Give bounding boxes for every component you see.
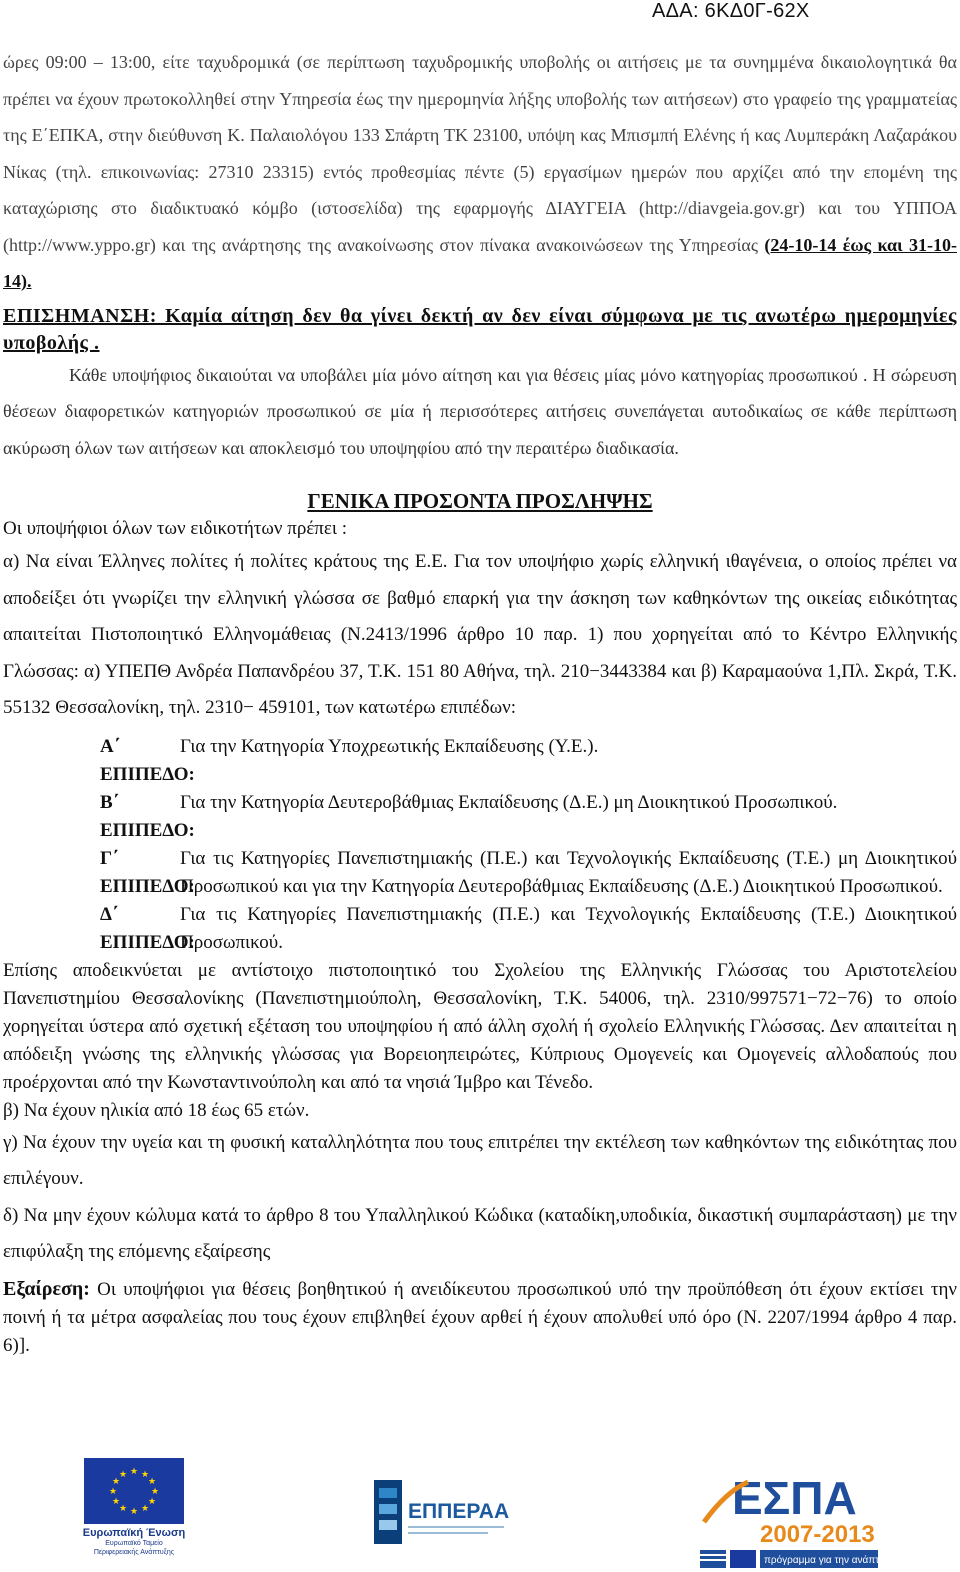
level-label: Δ΄ ΕΠΙΠΕΔΟ:: [100, 903, 195, 953]
section-heading: ΓΕΝΙΚΑ ΠΡΟΣΟΝΤΑ ΠΡΟΣΛΗΨΗΣ: [307, 489, 653, 513]
level-desc: Για τις Κατηγορίες Πανεπιστημιακής (Π.Ε.) και Τεχνολογικής Εκπαίδευσης (Τ.Ε.) Διοικητικού Προσωπικού.: [180, 903, 957, 953]
notice-paragraph: ΕΠΙΣΗΜΑΝΣΗ: Καμία αίτηση δεν θα γίνει δεκτή αν δεν είναι σύμφωνα με τις ανωτέρω ημερομηνίες υποβολής .: [3, 304, 957, 354]
footer-logos: [0, 1452, 960, 1572]
level-row: [3, 845, 957, 901]
epperaa-text: ΕΠΠΕΡΑΑ: [408, 1500, 510, 1523]
level-label: Α΄ ΕΠΙΠΕΔΟ:: [100, 735, 195, 785]
paragraph-certificate: Επίσης αποδεικνύεται με αντίστοιχο πιστοποιητικό του Σχολείου της Ελληνικής Γλώσσας του Αριστοτελείου Πανεπιστημίου Θεσσαλονίκης (Πανεπιστημιούπολη, Θεσσαλονίκη, Τ.Κ. 54006, τηλ. 2310/997571−72−76) το οποίο χορηγείται ύστερα από σχετική εξέταση του υποψηφίου ή από άλλη σχολή ή σχολείο Ελληνικής Γλώσσας. Δεν απαιτείται η απόδειξη γνώσης της ελληνικής γλώσσας για Βορειοηπειρώτες, Κύπριους Ομογενείς και Ομογενείς αλλοδαπούς που προέρχονται από την Κωνσταντινούπολη και από τα νησιά Ίμβρο και Τένεδο.: [3, 959, 957, 1093]
espa-logo-icon: [700, 1470, 895, 1570]
epperaa-logo-icon: [374, 1478, 514, 1548]
eu-flag-icon: ★ ★ ★ ★ ★ ★ ★ ★ ★ ★ ★ ★: [84, 1458, 184, 1524]
paragraph-impediment: δ) Να μην έχουν κώλυμα κατά το άρθρο 8 του Υπαλληλικού Κώδικα (καταδίκη,υποδικία, δικαστική συμπαράσταση) με την επιφύλαξη της επόμενης εξαίρεσης: [3, 1204, 957, 1262]
submission-dates: (24-10-14 έως και 31-10-14).: [3, 234, 958, 291]
level-row: [3, 901, 957, 957]
paragraph-one-application: [3, 357, 957, 467]
document-body: [3, 44, 957, 1360]
eu-sub-1: Ευρωπαϊκό Ταμείο: [105, 1540, 163, 1547]
level-row: [3, 789, 957, 845]
paragraph-exception: [3, 1275, 957, 1360]
espa-text: ΕΣΠΑ: [732, 1472, 857, 1524]
espa-tagline: πρόγραμμα για την ανάπτυξη: [764, 1555, 895, 1566]
eu-sub-2: Περιφερειακής Ανάπτυξης: [93, 1549, 175, 1556]
lead-text: Οι υποψήφιοι όλων των ειδικοτήτων πρέπει :: [3, 518, 348, 539]
exception-label: Εξαίρεση:: [3, 1277, 90, 1300]
exception-text: Οι υποψήφιοι για θέσεις βοηθητικού ή ανειδίκευτου προσωπικού υπό την προϋπόθεση ότι έχουν εκτίσει την ποινή ή τα μέτρα ασφαλείας που τους έχουν επιβληθεί έχουν αρθεί ή έχουν απολυθεί υπό όρο (Ν. 2207/1994 άρθρο 4 παρ. 6)].: [3, 1278, 957, 1356]
ada-code: ΑΔΑ: 6ΚΔ0Γ-62Χ: [652, 0, 810, 22]
paragraph-submission: [3, 44, 957, 300]
level-label: Β΄ ΕΠΙΠΕΔΟ:: [100, 791, 195, 841]
submission-text: ώρες 09:00 – 13:00, είτε ταχυδρομικά (σε περίπτωση ταχυδρομικής υποβολής οι αιτήσεις με τα συνημμένα δικαιολογητικά θα πρέπει να έχουν πρωτοκολληθεί στην Υπηρεσία έως την ημερομηνία λήξης υποβολής των αιτήσεων) στο γραφείο της γραμματείας της Ε΄ΕΠΚΑ, στην διεύθυνση Κ. Παλαιολόγου 133 Σπάρτη ΤΚ 23100, υπόψη κας Μπισμπή Ελένης ή κας Λυμπεράκη Λαζαράκου Νίκας (τηλ. επικοινωνίας: 27310 23315) εντός προθεσμίας πέντε (5) εργασίμων ημερών που αρχίζει από την επομένη της καταχώρισης στο διαδικτυακό κόμβο (ιστοσελίδα) της εφαρμογής ΔΙΑΥΓΕΙΑ (http://diavgeia.gov.gr) και του ΥΠΠΟΑ (http://www.yppo.gr) και της ανάρτησης της ανακοίνωσης στον πίνακα ανακοινώσεων της Υπηρεσίας: [3, 52, 957, 255]
level-desc: Για την Κατηγορία Υποχρεωτικής Εκπαίδευσης (Υ.Ε.).: [180, 735, 599, 757]
eu-logo: [82, 1458, 186, 1557]
eu-name: Ευρωπαϊκή Ένωση: [82, 1527, 186, 1539]
one-application-text: Κάθε υποψήφιος δικαιούται να υποβάλει μία μόνο αίτηση και για θέσεις μίας μόνο κατηγορίας προσωπικού . Η σώρευση θέσεων διαφορετικών κατηγοριών προσωπικού σε μία ή περισσότερες αιτήσεις συνεπάγεται αυτοδικαίως σε κάθε περίπτωση ακύρωση όλων των αιτήσεων και αποκλεισμό του υποψηφίου από την περαιτέρω διαδικασία.: [3, 364, 957, 458]
level-desc: Για τις Κατηγορίες Πανεπιστημιακής (Π.Ε.) και Τεχνολογικής Εκπαίδευσης (Τ.Ε.) μη Διοικητικού Προσωπικού και για την Κατηγορία Δευτεροβάθμιας Εκπαίδευσης (Δ.Ε.) Διοικητικού Προσωπικού.: [180, 847, 957, 897]
paragraph-citizenship: α) Να είναι Έλληνες πολίτες ή πολίτες κράτους της Ε.Ε. Για τον υποψήφιο χωρίς ελληνική ιθαγένεια, ο οποίος πρέπει να αποδείξει ότι γνωρίζει την ελληνική γλώσσα σε βαθμό επαρκή για την άσκηση των καθηκόντων της οικείας ειδικότητας απαιτείται Πιστοποιητικό Ελληνομάθειας (Ν.2413/1996 άρθρο 10 παρ. 1) που χορηγείται από το Κέντρο Ελληνικής Γλώσσας: α) ΥΠΕΠΘ Ανδρέα Παπανδρέου 37, Τ.Κ. 151 80 Αθήνα, τηλ. 210−3443384 και β) Καραμαούνα 1,Πλ. Σκρά, Τ.Κ. 55132 Θεσσαλονίκη, τηλ. 2310− 459101, των κατωτέρω επιπέδων:: [3, 551, 957, 718]
level-label: Γ΄ ΕΠΙΠΕΔΟ:: [100, 847, 195, 897]
level-desc: Για την Κατηγορία Δευτεροβάθμιας Εκπαίδευσης (Δ.Ε.) μη Διοικητικού Προσωπικού.: [180, 791, 838, 813]
paragraph-health: γ) Να έχουν την υγεία και τη φυσική καταλληλότητα που τους επιτρέπει την εκτέλεση των καθηκόντων της ειδικότητας που επιλέγουν.: [3, 1131, 957, 1189]
level-row: [3, 733, 957, 789]
espa-years: 2007-2013: [760, 1521, 875, 1548]
paragraph-age: β) Να έχουν ηλικία από 18 έως 65 ετών.: [3, 1099, 310, 1121]
language-levels: [3, 733, 957, 957]
